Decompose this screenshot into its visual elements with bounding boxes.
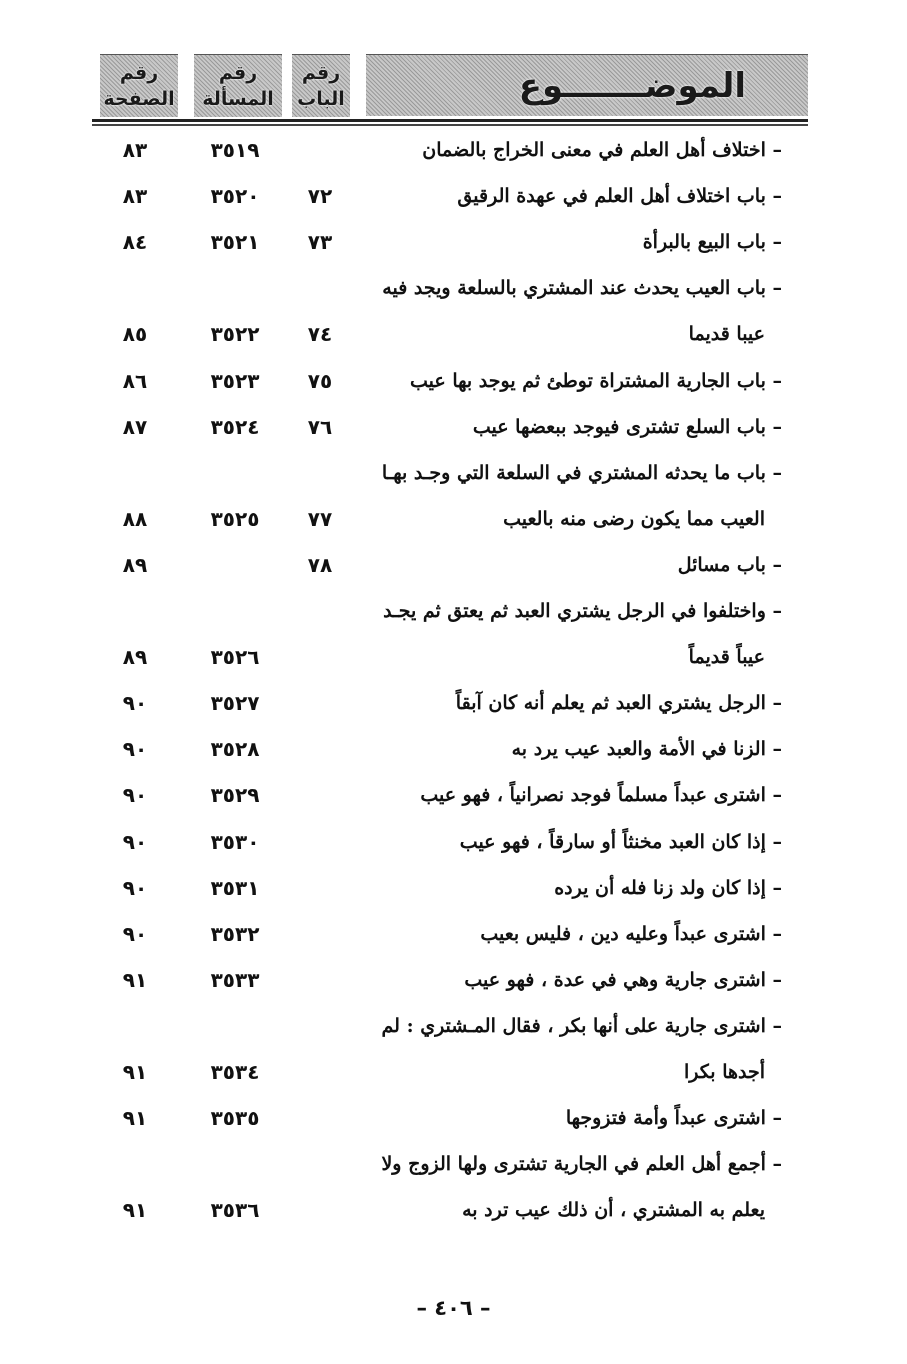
chapter-number: [290, 1052, 350, 1092]
index-row: [0, 314, 907, 354]
index-row: [0, 729, 907, 769]
chapter-number: [290, 268, 350, 308]
page-number-header-line1: رقم: [119, 62, 159, 84]
topic-text: – اشترى عبداً وأمة فتزوجها: [565, 1107, 782, 1129]
question-number: ٣٥٣٤: [210, 1060, 260, 1084]
chapter-number: [290, 960, 350, 1000]
chapter-number: ٧٥: [307, 369, 333, 393]
topic-text: العيب مما يكون رضى منه بالعيب: [503, 508, 765, 530]
question-number: ٣٥٣٥: [210, 1106, 260, 1130]
topic-text: أجدها بكرا: [684, 1061, 765, 1083]
question-number: [190, 591, 280, 631]
index-row: [0, 361, 907, 401]
page-number: [100, 453, 170, 493]
page-number: ٨٩: [122, 645, 148, 669]
page-number: ٨٥: [122, 322, 148, 346]
question-number: ٣٥٣٢: [210, 922, 260, 946]
chapter-number: [290, 729, 350, 769]
index-row: [0, 775, 907, 815]
topic-text: – اشترى جارية وهي في عدة ، فهو عيب: [464, 969, 782, 991]
chapter-number: ٧٤: [307, 322, 333, 346]
chapter-number: ٧٧: [307, 507, 333, 531]
topic-text: – باب اختلاف أهل العلم في عهدة الرقيق: [457, 185, 782, 207]
chapter-number: [290, 1098, 350, 1138]
chapter-number-header-line2: الباب: [297, 88, 345, 110]
page-number: [100, 591, 170, 631]
page-number: ٩١: [122, 1060, 148, 1084]
question-number: ٣٥٢٦: [210, 645, 260, 669]
index-row: [0, 499, 907, 539]
page-footer-number: – ٤٠٦ –: [416, 1296, 491, 1320]
question-number: ٣٥٢٩: [210, 783, 260, 807]
topic-text: – الزنا في الأمة والعبد عيب يرد به: [511, 738, 782, 760]
question-number: [190, 545, 280, 585]
chapter-number: ٧٣: [307, 230, 333, 254]
page-number: ٩١: [122, 968, 148, 992]
index-row: [0, 1144, 907, 1184]
page-number: [100, 268, 170, 308]
topic-text: – اشترى جارية على أنها بكر ، فقال المـشتري : لم: [381, 1015, 782, 1037]
chapter-number: [290, 1006, 350, 1046]
index-row: [0, 914, 907, 954]
page-number-column-header: [100, 54, 178, 117]
page-number: ٨٣: [122, 138, 148, 162]
question-number: [190, 453, 280, 493]
topic-text: – اشترى عبداً مسلماً فوجد نصرانياً ، فهو عيب: [420, 784, 782, 806]
chapter-number: [290, 868, 350, 908]
index-row: [0, 407, 907, 447]
topic-text: – باب مسائل: [677, 554, 782, 576]
page-number: ٨٧: [122, 415, 148, 439]
page-number: ٩٠: [122, 830, 148, 854]
index-row: [0, 130, 907, 170]
index-row: [0, 1190, 907, 1230]
page-number: ٩١: [122, 1198, 148, 1222]
page-number: ٨٩: [122, 553, 148, 577]
header-rule-thin: [92, 124, 808, 126]
page-number: ٩١: [122, 1106, 148, 1130]
chapter-number: [290, 1144, 350, 1184]
topic-text: – واختلفوا في الرجل يشتري العبد ثم يعتق ثم يجـد: [383, 600, 782, 622]
question-number: ٣٥٢٢: [210, 322, 260, 346]
page-number-header-line2: الصفحة: [103, 88, 175, 110]
page-number: ٨٨: [122, 507, 148, 531]
chapter-number: ٧٦: [307, 415, 333, 439]
index-row: [0, 1006, 907, 1046]
chapter-number: [290, 453, 350, 493]
question-number: ٣٥٢٣: [210, 369, 260, 393]
index-row: [0, 1098, 907, 1138]
question-number: ٣٥٢٤: [210, 415, 260, 439]
index-row: [0, 960, 907, 1000]
topic-text: – إذا كان ولد زنا فله أن يرده: [554, 877, 782, 899]
question-number: ٣٥٢٥: [210, 507, 260, 531]
page-number: ٩٠: [122, 876, 148, 900]
chapter-number: [290, 130, 350, 170]
topic-text: – باب الجارية المشتراة توطئ ثم يوجد بها عيب: [410, 370, 782, 392]
question-number-header-line2: المسألة: [202, 88, 274, 110]
topic-header-title: الموضـــــــوع: [518, 65, 746, 106]
topic-text: – باب العيب يحدث عند المشتري بالسلعة ويجد فيه: [382, 277, 782, 299]
topic-text: – باب البيع بالبرأة: [642, 231, 782, 253]
chapter-number: [290, 775, 350, 815]
page-number: ٨٣: [122, 184, 148, 208]
page-number: ٩٠: [122, 922, 148, 946]
index-row: [0, 591, 907, 631]
topic-text: – اشترى عبداً وعليه دين ، فليس بعيب: [480, 923, 782, 945]
header-rule: [92, 119, 808, 122]
chapter-number: [290, 1190, 350, 1230]
topic-text: – إذا كان العبد مخنثاً أو سارقاً ، فهو عيب: [459, 831, 782, 853]
topic-text: – باب السلع تشترى فيوجد ببعضها عيب: [472, 416, 782, 438]
question-number: ٣٥٣١: [210, 876, 260, 900]
index-row: [0, 222, 907, 262]
chapter-number-header-line1: رقم: [301, 62, 341, 84]
page-number: [100, 1144, 170, 1184]
question-number: ٣٥٢٧: [210, 691, 260, 715]
topic-text: – باب ما يحدثه المشتري في السلعة التي وجـد بهـا: [381, 462, 782, 484]
index-row: [0, 176, 907, 216]
index-row: [0, 637, 907, 677]
index-row: [0, 822, 907, 862]
chapter-number: [290, 683, 350, 723]
index-row: [0, 268, 907, 308]
page-number: ٩٠: [122, 737, 148, 761]
topic-text: عيبا قديما: [688, 323, 765, 345]
chapter-number: [290, 591, 350, 631]
chapter-number: [290, 637, 350, 677]
question-number: ٣٥٣٦: [210, 1198, 260, 1222]
question-number: ٣٥٢٠: [210, 184, 260, 208]
chapter-number: [290, 914, 350, 954]
index-row: [0, 1052, 907, 1092]
page-number: ٨٦: [122, 369, 148, 393]
chapter-number-column-header: [292, 54, 350, 117]
question-number-header-line1: رقم: [218, 62, 258, 84]
topic-text: – الرجل يشتري العبد ثم يعلم أنه كان آبقاً: [455, 692, 782, 714]
topic-text: يعلم به المشتري ، أن ذلك عيب ترد به: [462, 1199, 765, 1221]
question-number: ٣٥٢١: [210, 230, 260, 254]
topic-text: عيباً قديماً: [688, 646, 765, 668]
page-number: ٨٤: [122, 230, 148, 254]
chapter-number: [290, 822, 350, 862]
question-number: ٣٥٣٠: [210, 830, 260, 854]
page-number: ٩٠: [122, 783, 148, 807]
question-number: [190, 268, 280, 308]
chapter-number: ٧٢: [307, 184, 333, 208]
question-number: ٣٥٣٣: [210, 968, 260, 992]
question-number: ٣٥٢٨: [210, 737, 260, 761]
chapter-number: ٧٨: [307, 553, 333, 577]
index-row: [0, 868, 907, 908]
topic-text: – أجمع أهل العلم في الجارية تشترى ولها الزوج ولا: [381, 1153, 782, 1175]
topic-text: – اختلاف أهل العلم في معنى الخراج بالضمان: [422, 139, 782, 161]
question-number: ٣٥١٩: [210, 138, 260, 162]
page-number: [100, 1006, 170, 1046]
index-row: [0, 453, 907, 493]
index-row: [0, 683, 907, 723]
topic-column-header: [366, 54, 808, 116]
question-number: [190, 1144, 280, 1184]
page-number: ٩٠: [122, 691, 148, 715]
question-number: [190, 1006, 280, 1046]
index-row: [0, 545, 907, 585]
question-number-column-header: [194, 54, 282, 117]
